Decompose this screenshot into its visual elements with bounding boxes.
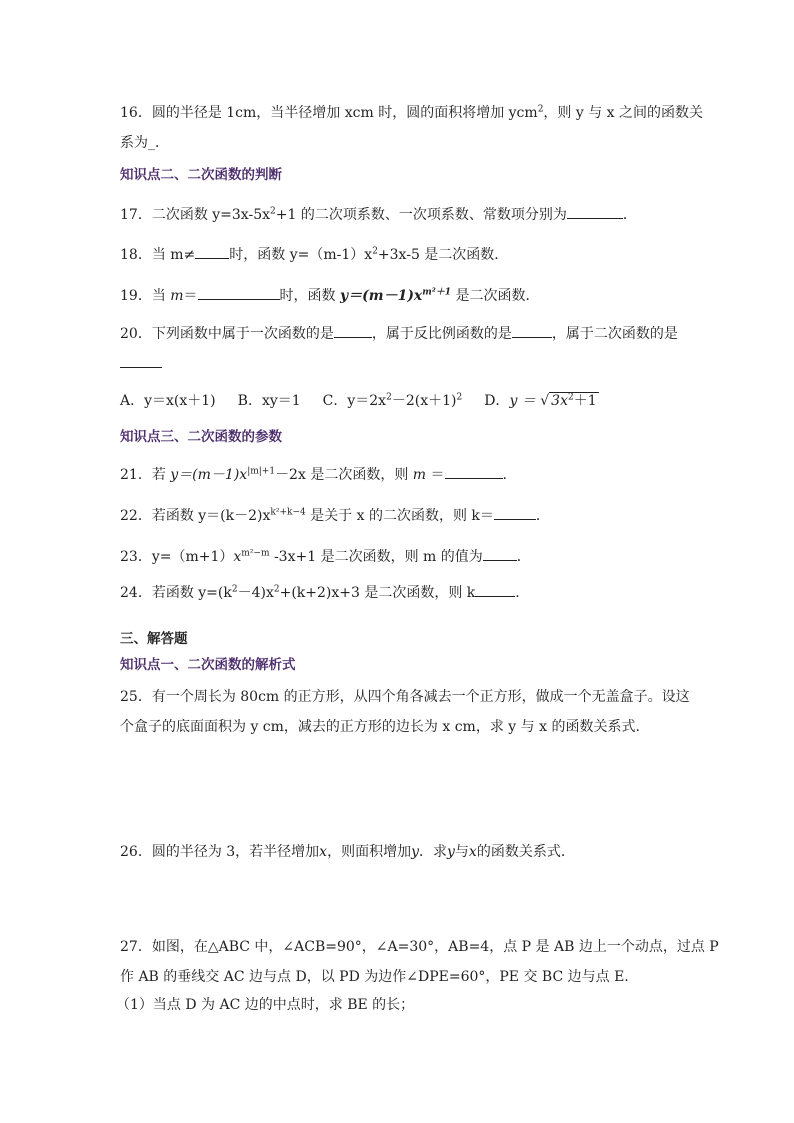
question-26: 26．圆的半径为 3，若半径增加x，则面积增加y．求y与x的函数关系式．: [120, 844, 575, 860]
option-b: B．xy＝1: [237, 393, 301, 409]
question-20-options: [120, 392, 621, 410]
question-25-cont: 个盒子的底面面积为 y cm，减去的正方形的边长为 x cm，求 y 与 x 的函数关系式.: [120, 719, 640, 735]
option-a: A．y＝x(x＋1): [120, 393, 216, 409]
sqrt-sign: √: [540, 393, 550, 409]
question-19: 19．当 m＝ 时，函数 $y=(m-1)x^{m^2+1}$ 是二次函数．: [120, 285, 539, 305]
question-27: 27．如图，在△ABC 中，∠ACB=90°，∠A=30°，AB=4，点 P 是 AB 边上一个动点，过点 P: [120, 939, 719, 955]
option-c: C．$y=2x^2-2(x+1)^2$: [322, 392, 463, 409]
answer-blank[interactable]: [475, 582, 515, 597]
section-title-3: 三、解答题: [120, 631, 188, 647]
question-22: 22．若函数 $y=(k-2)x^{k^2+k-4}$ 是关于 x 的二次函数，则 k＝ ．: [120, 505, 550, 525]
answer-blank[interactable]: [198, 285, 280, 300]
question-17: 17．二次函数 $y=3x-5x^2+1$ 的二次项系数、一次项系数、常数项分别为 ．: [120, 204, 637, 224]
question-27-cont: 作 AB 的垂线交 AC 边与点 D，以 PD 为边作∠DPE=60°，PE 交 BC 边与点 E.: [120, 969, 629, 985]
answer-blank[interactable]: [334, 323, 372, 338]
answer-blank[interactable]: [494, 505, 536, 520]
section-heading-3: 知识点三、二次函数的参数: [120, 429, 282, 445]
section-heading-2: 知识点二、二次函数的判断: [120, 167, 282, 183]
question-18: 18．当 m≠ 时，函数 $y=(m-1)x^2+3x-5$ 是二次函数．: [120, 244, 508, 264]
answer-blank[interactable]: [195, 244, 229, 259]
answer-blank[interactable]: [120, 353, 162, 368]
question-20-cont: [120, 353, 162, 373]
answer-blank[interactable]: [445, 464, 503, 479]
answer-blank[interactable]: [512, 323, 552, 338]
question-16: 16．圆的半径是 1cm，当半径增加 xcm 时，圆的面积将增加 ycm$^2$，则 y 与 x 之间的函数关: [120, 104, 704, 121]
answer-blank[interactable]: [483, 546, 517, 561]
answer-blank[interactable]: [567, 204, 623, 219]
question-20: 20．下列函数中属于一次函数的是 ，属于反比例函数的是 ，属于二次函数的是: [120, 323, 678, 343]
question-24: 24．若函数 $y=(k^2-4)x^2+(k+2)x+3$ 是二次函数，则 k .: [120, 582, 520, 602]
section-heading-1: 知识点一、二次函数的解析式: [120, 657, 296, 673]
question-27-part-1: （1）当点 D 为 AC 边的中点时，求 BE 的长；: [116, 997, 415, 1013]
question-23: 23．$y=(m+1)x^{m^2-m}$ -3x+1 是二次函数，则 m 的值为 ．: [120, 546, 531, 566]
question-25: 25．有一个周长为 80cm 的正方形，从四个角各减去一个正方形，做成一个无盖盒子。设这: [120, 689, 690, 705]
option-d: D．y ＝ √ $3x^2+1$: [484, 392, 597, 409]
question-21: 21．若 $y=(m-1)x^{|m|+1}-2x$ 是二次函数，则 m ＝ .: [120, 464, 507, 484]
question-16-cont: 系为_．: [120, 135, 169, 151]
